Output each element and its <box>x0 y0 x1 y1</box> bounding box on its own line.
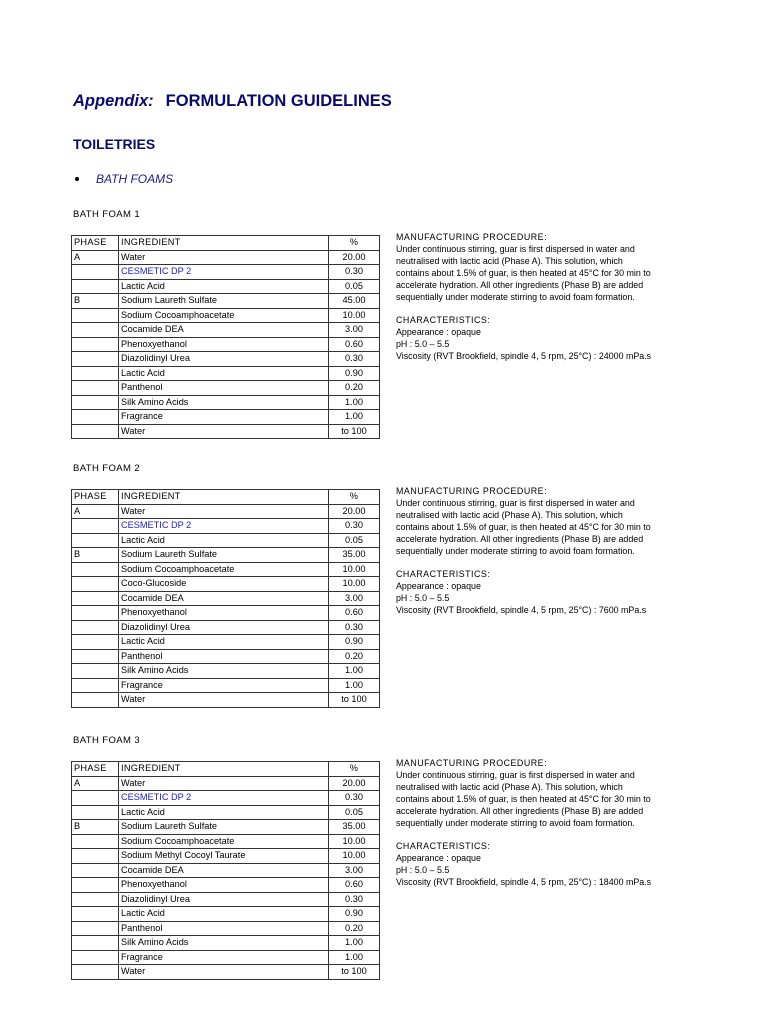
table-row <box>72 620 380 635</box>
percent-cell: 0.20 <box>329 381 380 396</box>
phase-cell <box>72 863 119 878</box>
table-row <box>72 649 380 664</box>
ingredient-cell: Lactic Acid <box>119 907 329 922</box>
procedure-line: contains about 1.5% of guar, is then heated at 45°C for 30 min to <box>396 793 651 804</box>
percent-cell: 10.00 <box>329 849 380 864</box>
ingredient-cell: Diazolidinyl Urea <box>119 352 329 367</box>
table-row <box>72 424 380 439</box>
procedure-line: contains about 1.5% of guar, is then heated at 45°C for 30 min to <box>396 267 651 278</box>
table-row <box>72 791 380 806</box>
phase-cell <box>72 279 119 294</box>
table-row <box>72 878 380 893</box>
ingredient-cell: Silk Amino Acids <box>119 664 329 679</box>
procedure-heading: MANUFACTURING PROCEDURE: <box>396 486 548 496</box>
table-row <box>72 591 380 606</box>
procedure-heading: MANUFACTURING PROCEDURE: <box>396 232 548 242</box>
section-heading: TOILETRIES <box>73 136 156 152</box>
table-row <box>72 250 380 265</box>
ingredient-cell: Lactic Acid <box>119 533 329 548</box>
percent-cell: 0.05 <box>329 279 380 294</box>
formula-label: BATH FOAM 2 <box>73 463 141 474</box>
percent-cell: 0.05 <box>329 533 380 548</box>
table-row <box>72 395 380 410</box>
procedure-line: accelerate hydration. All other ingredients (Phase B) are added <box>396 533 644 544</box>
table-row <box>72 323 380 338</box>
ingredient-table <box>71 489 380 708</box>
column-header-ingredient: INGREDIENT <box>119 762 329 777</box>
phase-cell <box>72 562 119 577</box>
procedure-line: sequentially under moderate stirring to avoid foam formation. <box>396 545 635 556</box>
characteristics-line: Appearance : opaque <box>396 327 481 338</box>
characteristics-line: pH : 5.0 – 5.5 <box>396 339 450 350</box>
ingredient-cell: Panthenol <box>119 649 329 664</box>
phase-cell <box>72 635 119 650</box>
percent-cell: 0.30 <box>329 352 380 367</box>
procedure-line: neutralised with lactic acid (Phase A). This solution, which <box>396 509 623 520</box>
phase-cell <box>72 366 119 381</box>
phase-cell: B <box>72 548 119 563</box>
ingredient-cell: CESMETIC DP 2 <box>119 519 329 534</box>
phase-cell <box>72 352 119 367</box>
ingredient-cell: Diazolidinyl Urea <box>119 620 329 635</box>
percent-cell: 0.30 <box>329 519 380 534</box>
percent-cell: 10.00 <box>329 577 380 592</box>
table-row <box>72 936 380 951</box>
phase-cell <box>72 878 119 893</box>
column-header-phase: PHASE <box>72 762 119 777</box>
characteristics-line: Viscosity (RVT Brookfield, spindle 4, 5 rpm, 25°C) : 7600 mPa.s <box>396 605 647 616</box>
ingredient-cell: Lactic Acid <box>119 635 329 650</box>
percent-cell: 1.00 <box>329 395 380 410</box>
bullet-text: BATH FOAMS <box>96 172 174 186</box>
percent-cell: 0.90 <box>329 635 380 650</box>
table-row <box>72 410 380 425</box>
procedure-line: neutralised with lactic acid (Phase A). This solution, which <box>396 255 623 266</box>
table-row <box>72 776 380 791</box>
formula-label: BATH FOAM 1 <box>73 209 141 220</box>
percent-cell: 10.00 <box>329 562 380 577</box>
ingredient-cell: Sodium Methyl Cocoyl Taurate <box>119 849 329 864</box>
ingredient-cell: Water <box>119 965 329 980</box>
percent-cell: to 100 <box>329 965 380 980</box>
table-row <box>72 664 380 679</box>
percent-cell: 0.60 <box>329 878 380 893</box>
phase-cell <box>72 519 119 534</box>
table-row <box>72 366 380 381</box>
table-row <box>72 308 380 323</box>
ingredient-cell: Lactic Acid <box>119 366 329 381</box>
percent-cell: 0.05 <box>329 805 380 820</box>
percent-cell: 0.90 <box>329 907 380 922</box>
column-header-phase: PHASE <box>72 236 119 251</box>
ingredient-cell: Phenoxyethanol <box>119 337 329 352</box>
phase-cell <box>72 693 119 708</box>
percent-cell: 35.00 <box>329 820 380 835</box>
ingredient-cell: Water <box>119 693 329 708</box>
ingredient-cell: Sodium Cocoamphoacetate <box>119 308 329 323</box>
procedure-line: Under continuous stirring, guar is first dispersed in water and <box>396 769 635 780</box>
ingredient-cell: Sodium Cocoamphoacetate <box>119 562 329 577</box>
percent-cell: 45.00 <box>329 294 380 309</box>
ingredient-cell: Lactic Acid <box>119 279 329 294</box>
column-header-percent: % <box>329 762 380 777</box>
procedure-line: Under continuous stirring, guar is first dispersed in water and <box>396 243 635 254</box>
phase-cell <box>72 323 119 338</box>
appendix-label: Appendix: <box>73 92 154 110</box>
percent-cell: 0.30 <box>329 892 380 907</box>
ingredient-cell: Lactic Acid <box>119 805 329 820</box>
procedure-text <box>396 232 716 363</box>
phase-cell: B <box>72 294 119 309</box>
phase-cell <box>72 337 119 352</box>
title-text: FORMULATION GUIDELINES <box>165 92 392 110</box>
table-row <box>72 921 380 936</box>
procedure-text <box>396 758 716 889</box>
phase-cell <box>72 381 119 396</box>
procedure-line: Under continuous stirring, guar is first dispersed in water and <box>396 497 635 508</box>
table-row <box>72 606 380 621</box>
phase-cell <box>72 805 119 820</box>
table-row <box>72 820 380 835</box>
ingredient-cell: Water <box>119 776 329 791</box>
table-row <box>72 805 380 820</box>
phase-cell: A <box>72 250 119 265</box>
percent-cell: to 100 <box>329 693 380 708</box>
table-header-row <box>72 762 380 777</box>
characteristics-heading: CHARACTERISTICS: <box>396 315 491 326</box>
percent-cell: 20.00 <box>329 776 380 791</box>
ingredient-cell: Water <box>119 504 329 519</box>
bullet-dot-icon <box>75 177 79 181</box>
phase-cell <box>72 664 119 679</box>
phase-cell <box>72 907 119 922</box>
characteristics-line: Viscosity (RVT Brookfield, spindle 4, 5 rpm, 25°C) : 24000 mPa.s <box>396 351 652 362</box>
table-row <box>72 265 380 280</box>
ingredient-cell: Cocamide DEA <box>119 591 329 606</box>
column-header-ingredient: INGREDIENT <box>119 236 329 251</box>
ingredient-cell: Phenoxyethanol <box>119 606 329 621</box>
ingredient-cell: CESMETIC DP 2 <box>119 265 329 280</box>
ingredient-table <box>71 235 380 439</box>
table-row <box>72 965 380 980</box>
percent-cell: 20.00 <box>329 250 380 265</box>
phase-cell <box>72 577 119 592</box>
table-row <box>72 352 380 367</box>
ingredient-cell: Sodium Laureth Sulfate <box>119 820 329 835</box>
table-row <box>72 950 380 965</box>
procedure-line: accelerate hydration. All other ingredients (Phase B) are added <box>396 279 644 290</box>
phase-cell <box>72 834 119 849</box>
percent-cell: 0.30 <box>329 620 380 635</box>
phase-cell <box>72 965 119 980</box>
percent-cell: 1.00 <box>329 664 380 679</box>
phase-cell <box>72 395 119 410</box>
percent-cell: 35.00 <box>329 548 380 563</box>
ingredient-cell: Silk Amino Acids <box>119 936 329 951</box>
percent-cell: 0.30 <box>329 265 380 280</box>
phase-cell <box>72 308 119 323</box>
table-row <box>72 907 380 922</box>
ingredient-cell: Sodium Laureth Sulfate <box>119 294 329 309</box>
procedure-line: contains about 1.5% of guar, is then heated at 45°C for 30 min to <box>396 521 651 532</box>
phase-cell <box>72 936 119 951</box>
phase-cell <box>72 649 119 664</box>
percent-cell: 1.00 <box>329 410 380 425</box>
column-header-ingredient: INGREDIENT <box>119 490 329 505</box>
characteristics-line: Appearance : opaque <box>396 853 481 864</box>
phase-cell <box>72 950 119 965</box>
phase-cell <box>72 265 119 280</box>
percent-cell: to 100 <box>329 424 380 439</box>
procedure-line: accelerate hydration. All other ingredients (Phase B) are added <box>396 805 644 816</box>
table-header-row <box>72 490 380 505</box>
table-row <box>72 504 380 519</box>
table-row <box>72 577 380 592</box>
percent-cell: 20.00 <box>329 504 380 519</box>
table-row <box>72 294 380 309</box>
ingredient-cell: Sodium Laureth Sulfate <box>119 548 329 563</box>
percent-cell: 3.00 <box>329 863 380 878</box>
ingredient-cell: CESMETIC DP 2 <box>119 791 329 806</box>
percent-cell: 0.90 <box>329 366 380 381</box>
ingredient-cell: Diazolidinyl Urea <box>119 892 329 907</box>
percent-cell: 10.00 <box>329 308 380 323</box>
characteristics-line: pH : 5.0 – 5.5 <box>396 593 450 604</box>
table-row <box>72 678 380 693</box>
ingredient-cell: Sodium Cocoamphoacetate <box>119 834 329 849</box>
characteristics-heading: CHARACTERISTICS: <box>396 841 491 852</box>
ingredient-cell: Fragrance <box>119 678 329 693</box>
percent-cell: 0.60 <box>329 337 380 352</box>
ingredient-cell: Silk Amino Acids <box>119 395 329 410</box>
phase-cell <box>72 678 119 693</box>
phase-cell <box>72 591 119 606</box>
phase-cell: A <box>72 776 119 791</box>
ingredient-cell: Cocamide DEA <box>119 863 329 878</box>
table-row <box>72 279 380 294</box>
characteristics-line: Appearance : opaque <box>396 581 481 592</box>
phase-cell <box>72 533 119 548</box>
percent-cell: 3.00 <box>329 323 380 338</box>
procedure-line: sequentially under moderate stirring to avoid foam formation. <box>396 291 635 302</box>
phase-cell: A <box>72 504 119 519</box>
ingredient-cell: Coco-Glucoside <box>119 577 329 592</box>
percent-cell: 0.20 <box>329 649 380 664</box>
percent-cell: 0.30 <box>329 791 380 806</box>
table-row <box>72 337 380 352</box>
table-row <box>72 693 380 708</box>
characteristics-heading: CHARACTERISTICS: <box>396 569 491 580</box>
ingredient-cell: Panthenol <box>119 381 329 396</box>
table-row <box>72 381 380 396</box>
table-row <box>72 635 380 650</box>
percent-cell: 1.00 <box>329 936 380 951</box>
percent-cell: 0.20 <box>329 921 380 936</box>
phase-cell <box>72 849 119 864</box>
table-row <box>72 863 380 878</box>
phase-cell: B <box>72 820 119 835</box>
table-row <box>72 892 380 907</box>
ingredient-cell: Water <box>119 424 329 439</box>
table-row <box>72 849 380 864</box>
procedure-line: sequentially under moderate stirring to avoid foam formation. <box>396 817 635 828</box>
table-row <box>72 533 380 548</box>
ingredient-cell: Panthenol <box>119 921 329 936</box>
ingredient-cell: Fragrance <box>119 410 329 425</box>
characteristics-line: Viscosity (RVT Brookfield, spindle 4, 5 rpm, 25°C) : 18400 mPa.s <box>396 877 652 888</box>
table-row <box>72 834 380 849</box>
procedure-line: neutralised with lactic acid (Phase A). This solution, which <box>396 781 623 792</box>
column-header-percent: % <box>329 236 380 251</box>
ingredient-table <box>71 761 380 980</box>
percent-cell: 1.00 <box>329 678 380 693</box>
table-header-row <box>72 236 380 251</box>
phase-cell <box>72 620 119 635</box>
table-row <box>72 548 380 563</box>
phase-cell <box>72 410 119 425</box>
column-header-phase: PHASE <box>72 490 119 505</box>
characteristics-line: pH : 5.0 – 5.5 <box>396 865 450 876</box>
ingredient-cell: Fragrance <box>119 950 329 965</box>
phase-cell <box>72 921 119 936</box>
percent-cell: 0.60 <box>329 606 380 621</box>
phase-cell <box>72 606 119 621</box>
table-row <box>72 519 380 534</box>
table-row <box>72 562 380 577</box>
percent-cell: 1.00 <box>329 950 380 965</box>
percent-cell: 3.00 <box>329 591 380 606</box>
phase-cell <box>72 791 119 806</box>
ingredient-cell: Water <box>119 250 329 265</box>
column-header-percent: % <box>329 490 380 505</box>
ingredient-cell: Cocamide DEA <box>119 323 329 338</box>
phase-cell <box>72 424 119 439</box>
procedure-text <box>396 486 716 617</box>
procedure-heading: MANUFACTURING PROCEDURE: <box>396 758 548 768</box>
bullet-item <box>73 172 173 186</box>
formula-label: BATH FOAM 3 <box>73 735 141 746</box>
page-title <box>73 92 392 111</box>
ingredient-cell: Phenoxyethanol <box>119 878 329 893</box>
percent-cell: 10.00 <box>329 834 380 849</box>
phase-cell <box>72 892 119 907</box>
